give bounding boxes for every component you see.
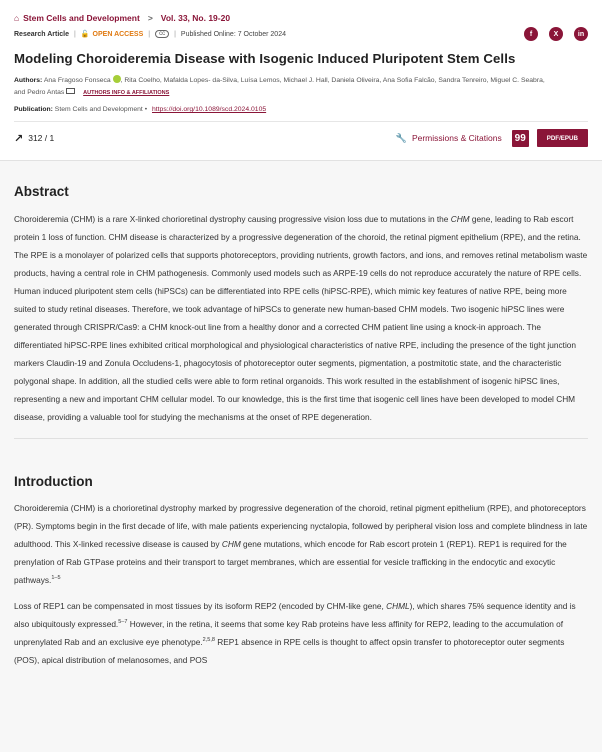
intro-part: However, in the retina, it seems that some key Rab proteins have less affinity for REP2, leading to the accumulation of unprenylated Rab and an exclusive eye phenotype. — [14, 619, 564, 647]
permissions-label: Permissions & Citations — [411, 133, 502, 143]
abstract-text — [14, 210, 588, 426]
author-link[interactable]: Pedro Antas — [27, 89, 65, 96]
open-access-badge — [81, 30, 143, 38]
x-icon[interactable]: X — [549, 27, 563, 41]
intro-part: Loss of REP1 can be compensated in most tissues by its isoform REP2 (encoded by CHM-like gene, — [14, 601, 387, 611]
orcid-icon[interactable] — [113, 75, 121, 83]
intro-paragraph — [14, 499, 588, 589]
metrics-value: 312 / 1 — [28, 133, 55, 143]
article-type: Research Article — [14, 30, 69, 38]
trend-icon: ↗ — [14, 132, 24, 145]
intro-part: ), which shares 75% sequence identity and is also ubiquitously expressed. — [14, 601, 576, 629]
meta-divider: | — [74, 30, 76, 38]
author-and: and — [14, 89, 28, 96]
pdf-epub-button[interactable]: PDF/EPUB — [537, 129, 588, 147]
authors-info-link[interactable]: AUTHORS INFO & AFFILIATIONS — [83, 90, 170, 96]
abstract-part: Choroideremia (CHM) is a rare X-linked chorioretinal dystrophy causing progressive vision loss due to mutations in the — [14, 214, 451, 224]
article-title: Modeling Choroideremia Disease with Isogenic Induced Pluripotent Stem Cells — [14, 51, 516, 66]
gene-name: CHM — [221, 539, 241, 549]
reference-link[interactable]: 2,5,8 — [202, 637, 215, 643]
linkedin-icon[interactable]: in — [574, 27, 588, 41]
open-lock-icon: 🔓 — [80, 31, 90, 38]
publication-info — [14, 106, 588, 113]
breadcrumb-separator: > — [147, 13, 153, 23]
publication-label: Publication: — [14, 106, 53, 113]
article-toolbar — [14, 122, 588, 154]
wrench-icon: 🔧 — [395, 132, 407, 143]
mail-icon[interactable] — [66, 88, 75, 94]
breadcrumb-volume[interactable]: Vol. 33, No. 19-20 — [160, 13, 231, 23]
published-date: Published Online: 7 October 2024 — [180, 30, 286, 38]
author-link[interactable]: Ana Fragoso Fonseca — [43, 77, 111, 84]
gene-name: CHM — [450, 214, 470, 224]
author-links[interactable]: , Rita Coelho, Mafalda Lopes- da-Silva, Luísa Lemos, Michael J. Hall, Daniela Oliveira, Ana Sofia Falcão, Sandra Tenreiro, Miguel C. Seabra, — [120, 77, 545, 84]
publication-journal[interactable]: Stem Cells and Development — [54, 106, 143, 113]
author-list — [14, 75, 588, 99]
reference-link[interactable]: 1–5 — [51, 575, 61, 581]
abstract-part: gene, leading to Rab escort protein 1 loss of function. CHM disease is characterized by a progressive degeneration of the choroid, the retinal pigment epithelium (RPE), and the retina. The RPE is a monolayer of polarized cells that supports photoreceptors, providing nutrients, growth factors, and ions, and removes retinal metabolism waste products, having a central role in CHM pathogenesis. Commonly used models such as ARPE-19 cells do not reproduce accurately the nature of RPE cells. Human induced pluripotent stem cells (hiPSCs) can be differentiated into RPE cells (hiPSC-RPE), which mimic key features of native RPE, being more suited to study retinal diseases. Therefore, we took advantage of hiPSCs to generate new human-based CHM models. Two isogenic hiPSC lines were generated through CRISPR/Cas9: a CHM knock-out line from a healthy donor and a corrected CHM patient line using a knock-in approach. The differentiated hiPSC-RPE lines exhibited critical morphological and physiological characteristics of native RPE, including the presence of the tight junction markers Claudin-19 and Zonula Occludens-1, phagocytosis of photoreceptor outer segments, pigmentation, a postmitotic state, and the characteristic polygonal shape. In addition, all the studied cells were able to form retinal organoids. This work resulted in the establishment of isogenic hiPSC lines, representing a new and important CHM cellular model. To our knowledge, this is the first time that isogenic cell lines have been developed to model CHM disease, providing a valuable tool for studying the mechanisms at the onset of RPE degeneration. — [14, 214, 588, 422]
intro-part: Choroideremia (CHM) is a chorioretinal dystrophy marked by progressive degeneration of the choroid, retinal pigment epithelium (RPE), and photoreceptors (PR). Symptoms begin in the first decade of life, with male patients experiencing nyctalopia, followed by peripheral vision loss and complete blindness in late adulthood. This X-linked recessive disease is caused by — [14, 503, 588, 549]
intro-part: gene mutations, which encode for Rab escort protein 1 (REP1). REP1 is required for the prenylation of Rab GTPase proteins and their transport to target membranes, which are essential for vesicle trafficking in the endocytic and exocytic pathways. — [14, 539, 567, 585]
reference-link[interactable]: 5–7 — [118, 619, 128, 625]
intro-paragraph — [14, 597, 588, 669]
home-icon[interactable]: ⌂ — [14, 13, 20, 23]
article-header — [0, 0, 602, 161]
publication-sep: • — [144, 106, 148, 113]
breadcrumb-journal[interactable]: Stem Cells and Development — [23, 13, 140, 23]
authors-label: Authors: — [14, 77, 43, 84]
section-divider — [14, 438, 588, 439]
abstract-heading: Abstract — [14, 184, 69, 199]
social-share — [524, 27, 588, 41]
facebook-icon[interactable]: f — [524, 27, 538, 41]
meta-divider: | — [148, 30, 151, 38]
permissions-link[interactable] — [396, 133, 502, 144]
cite-button[interactable]: 99 — [512, 130, 529, 147]
meta-divider: | — [174, 30, 176, 38]
breadcrumb — [14, 12, 588, 24]
gene-name: CHML — [386, 601, 410, 611]
article-body — [0, 184, 602, 669]
open-access-label: OPEN ACCESS — [92, 30, 144, 38]
intro-part: REP1 absence in RPE cells is thought to affect opsin transfer to photoreceptor outer segments (POS), apical distribution of melanosomes, and POS — [14, 637, 565, 665]
metrics[interactable] — [14, 132, 54, 145]
article-meta — [14, 30, 286, 38]
introduction-heading: Introduction — [14, 474, 93, 489]
doi-link[interactable]: https://doi.org/10.1089/scd.2024.0105 — [152, 106, 267, 113]
license-badge[interactable]: cc — [155, 30, 169, 38]
